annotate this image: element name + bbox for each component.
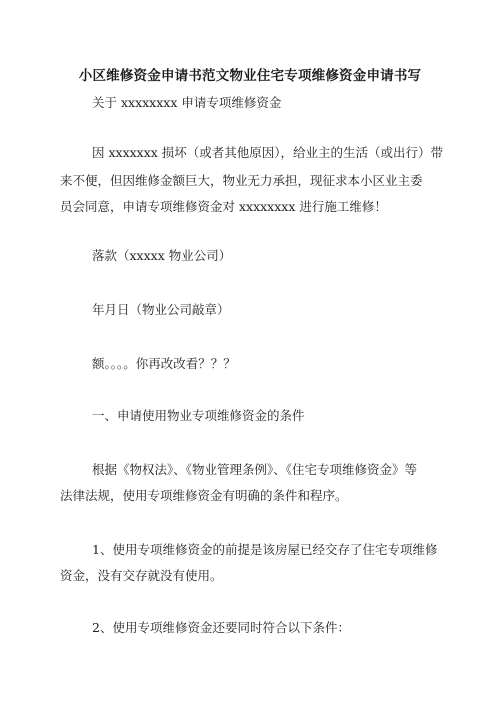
signature-line: 落款（xxxxx 物业公司） xyxy=(92,248,232,263)
body-paragraph-1-line-1: 因 xxxxxxx 损坏（或者其他原因），给业主的生活（或出行）带 xyxy=(92,145,444,160)
body-paragraph-1-line-3: 员会同意，申请专项维修资金对 xxxxxxxx 进行施工维修！ xyxy=(60,199,387,214)
date-line: 年月日（物业公司敲章） xyxy=(92,302,230,317)
section-1-paragraph-line-2: 法律法规，使用专项维修资金有明确的条件和程序。 xyxy=(60,488,348,503)
subject-line: 关于 xxxxxxxx 申请专项维修资金 xyxy=(92,95,282,110)
item-1-line-1: 1、使用专项维修资金的前提是该房屋已经交存了住宅专项维修 xyxy=(92,542,438,557)
item-1-line-2: 资金，没有交存就没有使用。 xyxy=(60,568,223,583)
body-paragraph-1-line-2: 来不便，但因维修金额巨大，物业无力承担，现征求本小区业主委 xyxy=(60,173,423,188)
section-1-heading: 一、申请使用物业专项维修资金的条件 xyxy=(92,408,305,423)
item-2-line-1: 2、使用专项维修资金还要同时符合以下条件： xyxy=(92,620,350,635)
note-line: 额。。。。你再改改看？？？ xyxy=(92,356,236,371)
document-title: 小区维修资金申请书范文物业住宅专项维修资金申请书写 xyxy=(78,68,422,84)
section-1-paragraph-line-1: 根据《物权法》、《物业管理条例》、《住宅专项维修资金》等 xyxy=(92,462,418,477)
